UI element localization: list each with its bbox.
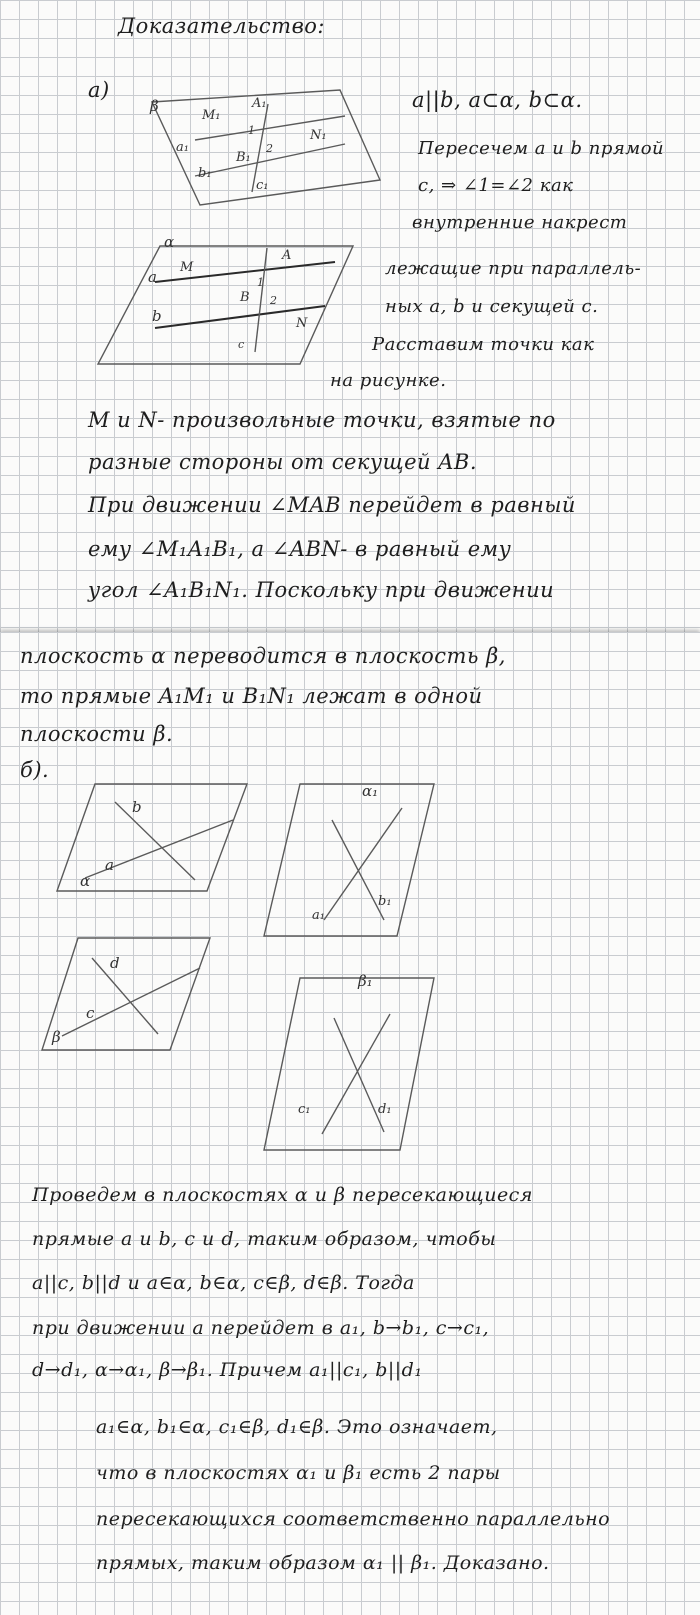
text-line-23: что в плоскостях α₁ и β₁ есть 2 пары xyxy=(96,1462,501,1484)
line-c xyxy=(255,248,267,352)
label-beta-part-b: β xyxy=(52,1028,61,1046)
line-b-b xyxy=(115,802,195,880)
figure-plane-beta1 xyxy=(262,974,437,1154)
text-line-12: ему ∠M₁A₁B₁, а ∠ABN- в равный ему xyxy=(88,537,512,561)
label-angle2-fig1: 2 xyxy=(266,142,273,155)
figure-plane-beta-cd xyxy=(40,934,212,1054)
notebook-page-bottom xyxy=(0,632,700,1615)
part-b-label: б). xyxy=(20,758,50,782)
label-A1: A₁ xyxy=(252,96,267,111)
label-angle1-fig2: 1 xyxy=(257,276,264,289)
text-line-24: пересекающихся соответственно параллельно xyxy=(96,1508,611,1530)
label-c1: c₁ xyxy=(256,178,269,193)
text-line-25: прямых, таким образом α₁ || β₁. Доказано. xyxy=(96,1552,550,1574)
text-line-20: при движении a перейдет в a₁, b→b₁, c→c₁, xyxy=(32,1317,490,1339)
text-line-7: Расставим точки как xyxy=(372,334,595,355)
label-a: a xyxy=(148,268,157,286)
text-line-2: Пересечем a и b прямой xyxy=(418,138,665,159)
label-d-part-b: d xyxy=(110,954,120,972)
text-line-22: a₁∈α, b₁∈α, c₁∈β, d₁∈β. Это означает, xyxy=(96,1416,498,1438)
line-b1-b xyxy=(332,820,384,920)
label-b1: b₁ xyxy=(198,166,212,181)
label-b-part-b: b xyxy=(132,798,142,816)
label-b1-part-b: b₁ xyxy=(378,894,392,909)
label-A: A xyxy=(282,248,292,263)
text-line-6: ных a, b и секущей c. xyxy=(385,296,599,317)
label-a-part-b: a xyxy=(105,856,114,874)
label-c-part-b: c xyxy=(86,1004,95,1022)
label-d1-part-b: d₁ xyxy=(378,1102,392,1117)
text-line-21: d→d₁, α→α₁, β→β₁. Причем a₁||c₁, b||d₁ xyxy=(32,1359,423,1381)
label-alpha: α xyxy=(164,233,175,251)
label-M1: M₁ xyxy=(202,108,221,123)
text-line-18: прямые a и b, c и d, таким образом, чтобы xyxy=(32,1228,497,1250)
label-c: c xyxy=(238,338,245,351)
label-c1-part-b: c₁ xyxy=(298,1102,311,1117)
text-line-17: Проведем в плоскостях α и β пересекающиеся xyxy=(32,1184,533,1206)
text-line-19: a||c, b||d и a∈α, b∈α, c∈β, d∈β. Тогда xyxy=(32,1272,415,1294)
notebook-page-top xyxy=(0,0,700,632)
text-line-16: плоскости β. xyxy=(20,722,174,746)
label-alpha1: α₁ xyxy=(362,782,379,800)
label-angle1-fig1: 1 xyxy=(248,124,255,137)
text-line-9: M и N- произвольные точки, взятые по xyxy=(88,408,556,432)
text-line-1: a||b, a⊂α, b⊂α. xyxy=(412,88,583,112)
line-d-b xyxy=(92,958,158,1034)
label-B: B xyxy=(240,290,250,305)
text-line-15: то прямые A₁M₁ и B₁N₁ лежат в одной xyxy=(20,684,483,708)
label-M: M xyxy=(180,260,194,275)
text-line-4: внутренние накрест xyxy=(412,212,628,233)
label-B1: B₁ xyxy=(236,150,251,165)
plane-beta1-outline xyxy=(264,978,434,1150)
text-line-8: на рисунке. xyxy=(330,370,447,391)
figure-plane-alpha xyxy=(95,240,360,370)
text-line-14: плоскость α переводится в плоскость β, xyxy=(20,644,506,668)
label-b: b xyxy=(152,307,162,325)
part-a-label: а) xyxy=(88,78,110,102)
label-alpha-part-b: α xyxy=(80,872,91,890)
label-a1-part-b: a₁ xyxy=(312,908,325,923)
label-N1: N₁ xyxy=(310,128,327,143)
text-line-10: разные стороны от секущей AB. xyxy=(88,450,478,474)
label-angle2-fig2: 2 xyxy=(270,294,277,307)
label-beta1: β₁ xyxy=(358,972,373,990)
text-line-13: угол ∠A₁B₁N₁. Поскольку при движении xyxy=(88,578,555,602)
label-N: N xyxy=(296,316,308,331)
text-line-5: лежащие при параллель- xyxy=(385,258,642,279)
proof-heading: Доказательство: xyxy=(118,14,326,38)
text-line-3: c, ⇒ ∠1=∠2 как xyxy=(418,175,574,196)
plane-alpha1-outline xyxy=(264,784,434,936)
figure-plane-alpha1 xyxy=(262,780,437,940)
line-d1-b xyxy=(334,1018,384,1132)
label-a1: a₁ xyxy=(176,140,189,155)
text-line-11: При движении ∠MAB перейдет в равный xyxy=(88,493,576,517)
label-beta: β xyxy=(150,97,159,115)
